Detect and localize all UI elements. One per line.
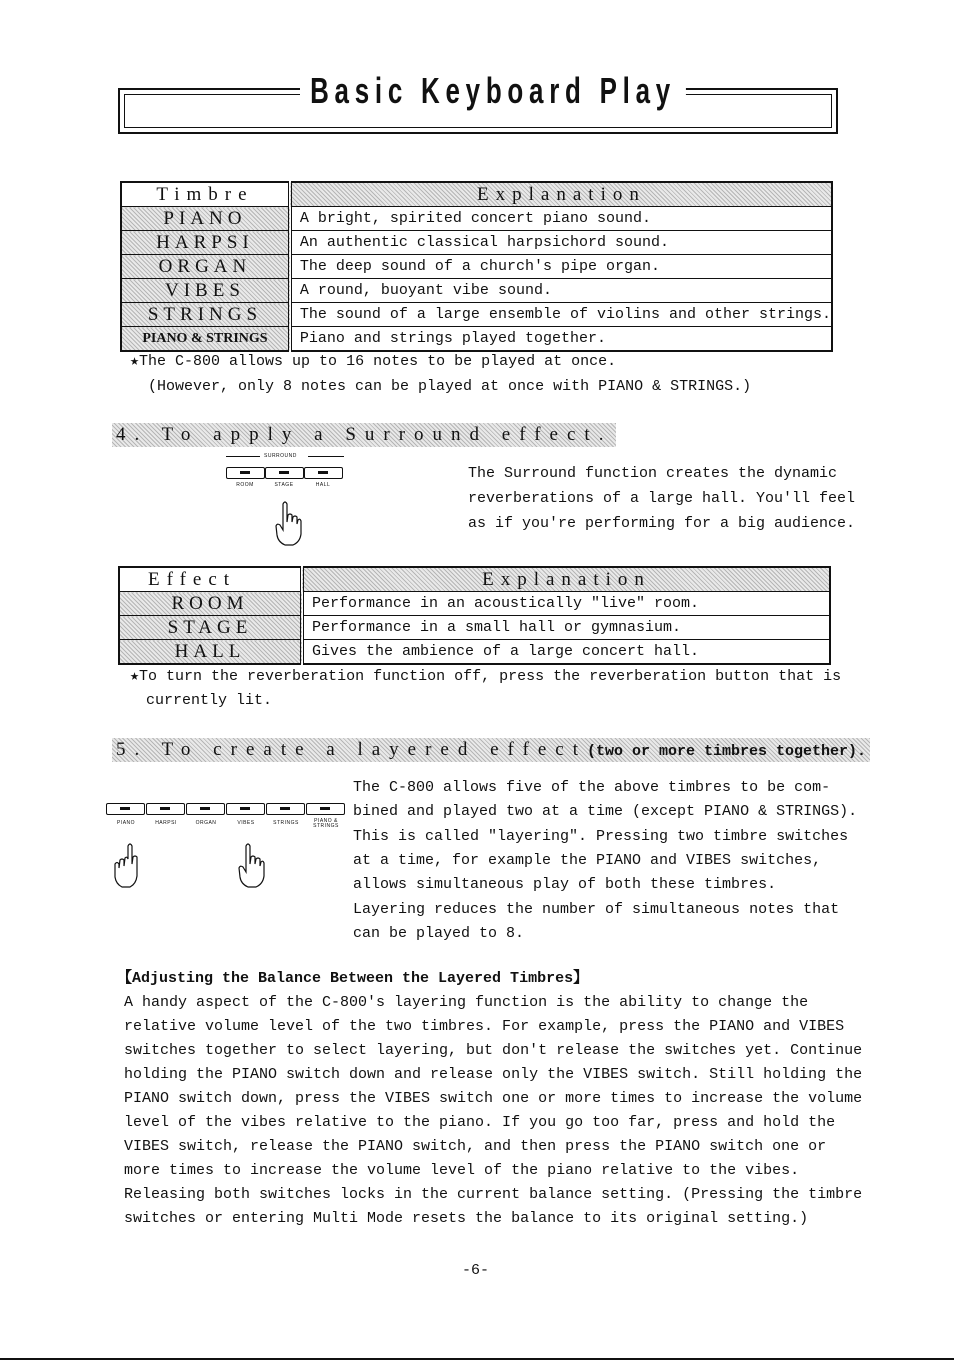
surround-panel: [222, 450, 348, 495]
balance-heading: 【Adjusting the Balance Between the Layered Timbres】: [117, 970, 589, 987]
vibes-switch[interactable]: [226, 803, 265, 815]
timbre-name: PIANO & STRINGS: [121, 327, 290, 352]
bottom-rule: [0, 1358, 954, 1360]
balance-line: level of the vibes relative to the piano. If you go too far, press and hold the: [124, 1114, 836, 1131]
timbre-name: STRINGS: [121, 303, 290, 327]
layered-line: The C-800 allows five of the above timbres to be com-: [353, 779, 831, 796]
room-switch-label: ROOM: [236, 482, 254, 488]
balance-line: switches or entering Multi Mode resets the balance to its original setting.): [124, 1210, 809, 1227]
table-row: [121, 279, 832, 303]
balance-line: PIANO switch down, press the VIBES switch one or more times to increase the volume: [124, 1090, 863, 1107]
piano-switch[interactable]: [106, 803, 145, 815]
layered-heading: [112, 738, 870, 762]
piano-strings-switch[interactable]: [306, 803, 345, 815]
vibes-switch-label: VIBES: [237, 820, 255, 826]
organ-switch[interactable]: [186, 803, 225, 815]
surround-intro-line: as if you're performing for a big audience.: [468, 515, 856, 532]
timbre-column-header: Timbre: [121, 182, 290, 207]
effect-column-header: Effect: [119, 567, 302, 592]
effect-desc: Performance in a small hall or gymnasium.: [302, 616, 830, 640]
table-row: [121, 207, 832, 231]
piano-strings-switch-label: PIANO & STRINGS: [313, 818, 339, 829]
balance-line: more times to increase the volume level of the piano relative to the vibes.: [124, 1162, 800, 1179]
balance-line: relative volume level of the two timbres. For example, press the PIANO and VIBES: [124, 1018, 845, 1035]
pointing-hand-icon: [112, 842, 142, 890]
pointing-hand-icon: [273, 500, 303, 548]
balance-line: A handy aspect of the C-800's layering function is the ability to change the: [124, 994, 809, 1011]
timbre-desc: The deep sound of a church's pipe organ.: [290, 255, 832, 279]
table-row: [121, 231, 832, 255]
table-row: [119, 616, 830, 640]
layered-heading-main: 5. To create a layered effect: [116, 739, 588, 760]
stage-switch[interactable]: [265, 467, 304, 479]
strings-switch[interactable]: [266, 803, 305, 815]
balance-line: VIBES switch, release the PIANO switch, and then press the PIANO switch one or: [124, 1138, 827, 1155]
layered-line: can be played to 8.: [353, 925, 525, 942]
table-row: [121, 327, 832, 352]
balance-line: switches together to select layering, but don't release the switches yet. Continue: [124, 1042, 863, 1059]
table-row: [119, 592, 830, 616]
timbre-name: PIANO: [121, 207, 290, 231]
hall-switch[interactable]: [304, 467, 343, 479]
layered-heading-paren: (two or more timbres together).: [587, 743, 867, 760]
layered-line: allows simultaneous play of both these timbres.: [353, 876, 777, 893]
timbre-desc: A round, buoyant vibe sound.: [290, 279, 832, 303]
timbre-note-sub: (However, only 8 notes can be played at once with PIANO & STRINGS.): [148, 378, 752, 395]
room-switch[interactable]: [226, 467, 265, 479]
surround-panel-label: SURROUND: [264, 453, 297, 459]
strings-switch-label: STRINGS: [273, 820, 299, 826]
timbre-name: ORGAN: [121, 255, 290, 279]
table-row: [119, 640, 830, 665]
effect-name: STAGE: [119, 616, 302, 640]
stage-switch-label: STAGE: [274, 482, 294, 488]
effect-name: ROOM: [119, 592, 302, 616]
timbre-table: [120, 181, 833, 352]
table-row: [121, 303, 832, 327]
page-number: -6-: [462, 1262, 490, 1279]
pointing-hand-icon: [236, 842, 266, 890]
surround-heading: 4. To apply a Surround effect.: [112, 423, 616, 447]
timbre-name: VIBES: [121, 279, 290, 303]
timbre-desc: Piano and strings played together.: [290, 327, 832, 352]
layered-line: bined and played two at a time (except PIANO & STRINGS).: [353, 803, 858, 820]
harpsi-switch[interactable]: [146, 803, 185, 815]
table-row: [121, 255, 832, 279]
balance-line: Releasing both switches locks in the current balance setting. (Pressing the timbre: [124, 1186, 863, 1203]
harpsi-switch-label: HARPSI: [155, 820, 177, 826]
effect-note-cont: currently lit.: [146, 692, 273, 709]
timbre-switch-panel: [106, 803, 348, 835]
surround-intro-line: The Surround function creates the dynamic: [468, 465, 838, 482]
timbre-desc: A bright, spirited concert piano sound.: [290, 207, 832, 231]
piano-switch-label: PIANO: [116, 820, 136, 826]
timbre-note: ★The C-800 allows up to 16 notes to be played at once.: [130, 353, 617, 370]
layered-line: This is called "layering". Pressing two timbre switches: [353, 828, 849, 845]
explanation-column-header: Explanation: [290, 182, 832, 207]
effect-name: HALL: [119, 640, 302, 665]
effect-note: ★To turn the reverberation function off, press the reverberation button that is: [130, 668, 842, 685]
effect-desc: Gives the ambience of a large concert hall.: [302, 640, 830, 665]
timbre-name: HARPSI: [121, 231, 290, 255]
timbre-desc: An authentic classical harpsichord sound.: [290, 231, 832, 255]
explanation-column-header: Explanation: [302, 567, 830, 592]
balance-line: holding the PIANO switch down and release only the VIBES switch. Still holding the: [124, 1066, 863, 1083]
hall-switch-label: HALL: [315, 482, 331, 488]
timbre-desc: The sound of a large ensemble of violins and other strings.: [290, 303, 832, 327]
effect-desc: Performance in an acoustically "live" room.: [302, 592, 830, 616]
layered-line: at a time, for example the PIANO and VIBES switches,: [353, 852, 822, 869]
organ-switch-label: ORGAN: [195, 820, 217, 826]
page-title: Basic Keyboard Play: [300, 70, 686, 112]
layered-line: Layering reduces the number of simultaneous notes that: [353, 901, 840, 918]
effect-table: [118, 566, 831, 665]
surround-intro-line: reverberations of a large hall. You'll feel: [468, 490, 856, 507]
